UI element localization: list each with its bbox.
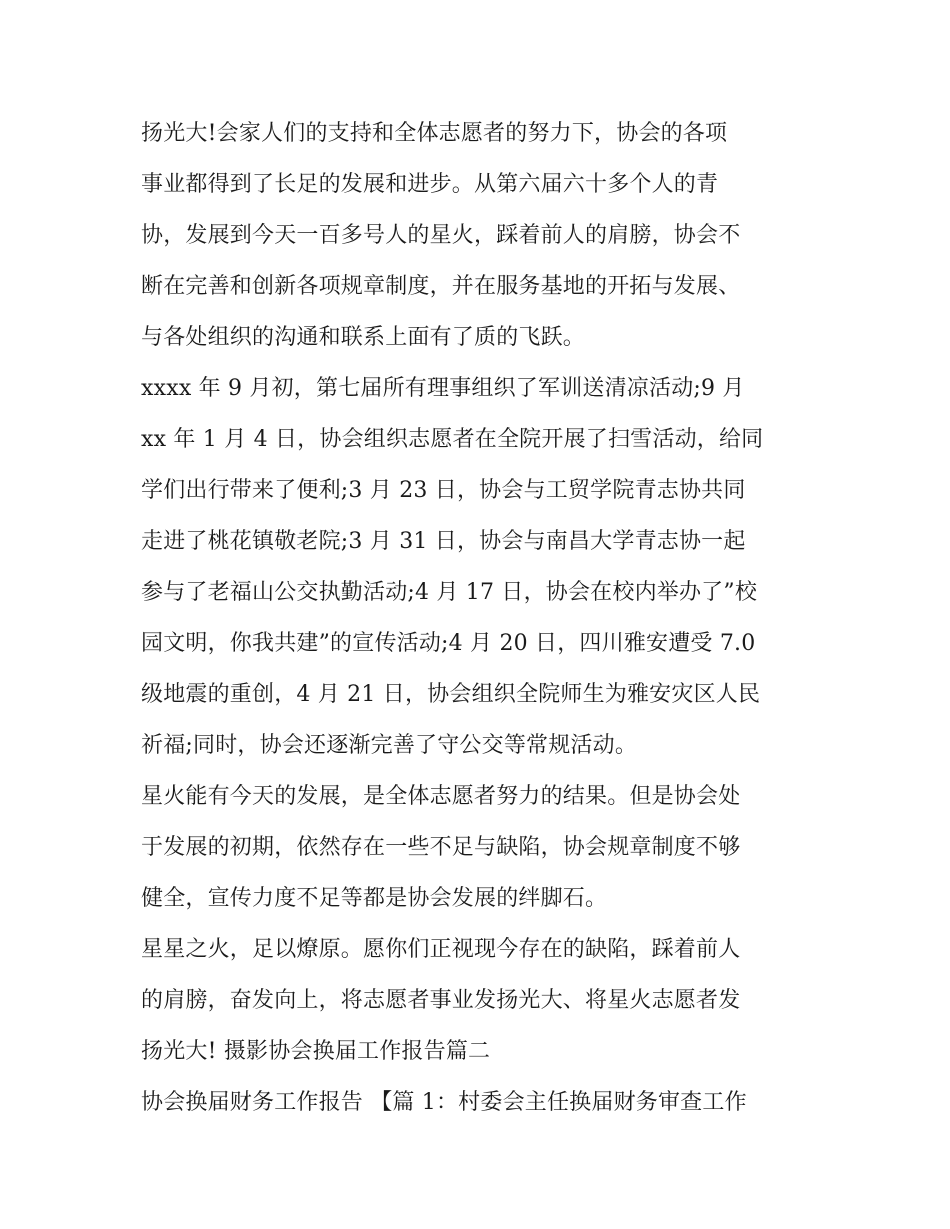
text-line: 扬光大! 摄影协会换届工作报告篇二 — [141, 1039, 491, 1064]
text-line: 祈福;同时，协会还逐渐完善了守公交等常规活动。 — [141, 733, 638, 758]
text-line: 学们出行带来了便利;3 月 23 日，协会与工贸学院青志协共同 — [141, 478, 746, 503]
text-line: 星星之火，足以燎原。愿你们正视现今存在的缺陷，踩着前人 — [141, 937, 741, 962]
text-line: 的肩膀，奋发向上，将志愿者事业发扬光大、将星火志愿者发 — [141, 988, 741, 1013]
text-line: 扬光大!会家人们的支持和全体志愿者的努力下，协会的各项 — [141, 121, 728, 146]
text-line: 与各处组织的沟通和联系上面有了质的飞跃。 — [141, 325, 586, 350]
text-line: xxxx 年 9 月初，第七届所有理事组织了军训送清凉活动;9 月 — [141, 376, 745, 401]
text-line: 星火能有今天的发展，是全体志愿者努力的结果。但是协会处 — [141, 784, 741, 809]
text-line: 于发展的初期，依然存在一些不足与缺陷，协会规章制度不够 — [141, 835, 741, 860]
text-line: 走进了桃花镇敬老院;3 月 31 日，协会与南昌大学青志协一起 — [141, 529, 746, 554]
text-line: 协，发展到今天一百多号人的星火，踩着前人的肩膀，协会不 — [141, 223, 741, 248]
text-line: 事业都得到了长足的发展和进步。从第六届六十多个人的青 — [141, 172, 719, 197]
text-line: 健全，宣传力度不足等都是协会发展的绊脚石。 — [141, 886, 608, 911]
text-line: xx 年 1 月 4 日，协会组织志愿者在全院开展了扫雪活动，给同 — [141, 427, 764, 452]
text-line: 级地震的重创，4 月 21 日，协会组织全院师生为雅安灾区人民 — [141, 682, 761, 707]
text-line: 断在完善和创新各项规章制度，并在服务基地的开拓与发展、 — [141, 274, 741, 299]
document-body — [141, 108, 821, 1128]
text-line: 园文明，你我共建”的宣传活动;4 月 20 日，四川雅安遭受 7.0 — [141, 631, 756, 656]
text-line: 协会换届财务工作报告 【篇 1：村委会主任换届财务审查工作 — [141, 1090, 747, 1115]
text-line: 参与了老福山公交执勤活动;4 月 17 日，协会在校内举办了”校 — [141, 580, 758, 605]
